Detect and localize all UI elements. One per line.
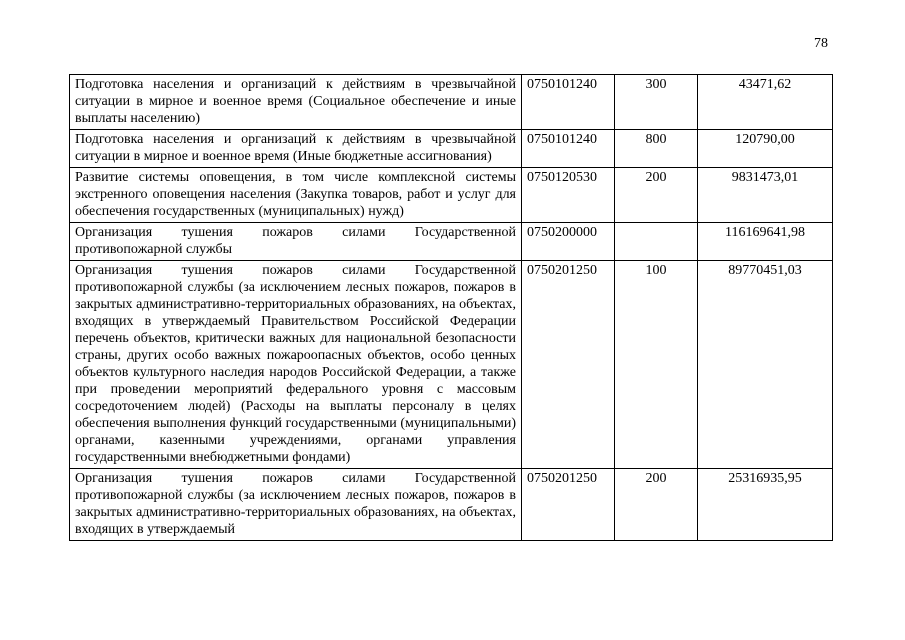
- row-description: Организация тушения пожаров силами Государственной противопожарной службы: [70, 223, 522, 261]
- row-expense-type: 800: [615, 130, 698, 168]
- row-description: Развитие системы оповещения, в том числе комплексной системы экстренного оповещения населения (Закупка товаров, работ и услуг для обеспечения государственных (муниципальных) нужд): [70, 168, 522, 223]
- row-amount: 43471,62: [698, 75, 833, 130]
- row-description: Подготовка населения и организаций к действиям в чрезвычайной ситуации в мирное и военное время (Социальное обеспечение и иные выплаты населению): [70, 75, 522, 130]
- row-expense-type: 200: [615, 469, 698, 541]
- row-code: 0750101240: [522, 75, 615, 130]
- row-code: 0750101240: [522, 130, 615, 168]
- row-description: Организация тушения пожаров силами Государственной противопожарной службы (за исключением лесных пожаров, пожаров в закрытых административно-территориальных образованиях, на объектах, входящих в утверждаемый: [70, 469, 522, 541]
- row-code: 0750120530: [522, 168, 615, 223]
- row-expense-type: 300: [615, 75, 698, 130]
- row-expense-type: 200: [615, 168, 698, 223]
- row-amount: 9831473,01: [698, 168, 833, 223]
- table-row: [70, 469, 833, 541]
- row-amount: 116169641,98: [698, 223, 833, 261]
- row-description: Организация тушения пожаров силами Государственной противопожарной службы (за исключением лесных пожаров, пожаров в закрытых административно-территориальных образованиях, на объектах, входящих в утверждаемый Правительством Российской Федерации перечень объектов, критически важных для национальной безопасности страны, других особо важных пожароопасных объектов, особо ценных объектов культурного наследия народов Российской Федерации, а также при проведении мероприятий федерального уровня с массовым сосредоточением людей) (Расходы на выплаты персоналу в целях обеспечения выполнения функций государственными (муниципальными) органами, казенными учреждениями, органами управления государственными внебюджетными фондами): [70, 261, 522, 469]
- row-code: 0750200000: [522, 223, 615, 261]
- row-expense-type: 100: [615, 261, 698, 469]
- row-code: 0750201250: [522, 261, 615, 469]
- page-number: 78: [814, 36, 828, 51]
- budget-table: [69, 74, 833, 541]
- row-expense-type: [615, 223, 698, 261]
- row-code: 0750201250: [522, 469, 615, 541]
- row-description: Подготовка населения и организаций к действиям в чрезвычайной ситуации в мирное и военное время (Иные бюджетные ассигнования): [70, 130, 522, 168]
- table-row: [70, 261, 833, 469]
- row-amount: 89770451,03: [698, 261, 833, 469]
- table-row: [70, 223, 833, 261]
- table-row: [70, 168, 833, 223]
- row-amount: 25316935,95: [698, 469, 833, 541]
- table-row: [70, 75, 833, 130]
- table-row: [70, 130, 833, 168]
- row-amount: 120790,00: [698, 130, 833, 168]
